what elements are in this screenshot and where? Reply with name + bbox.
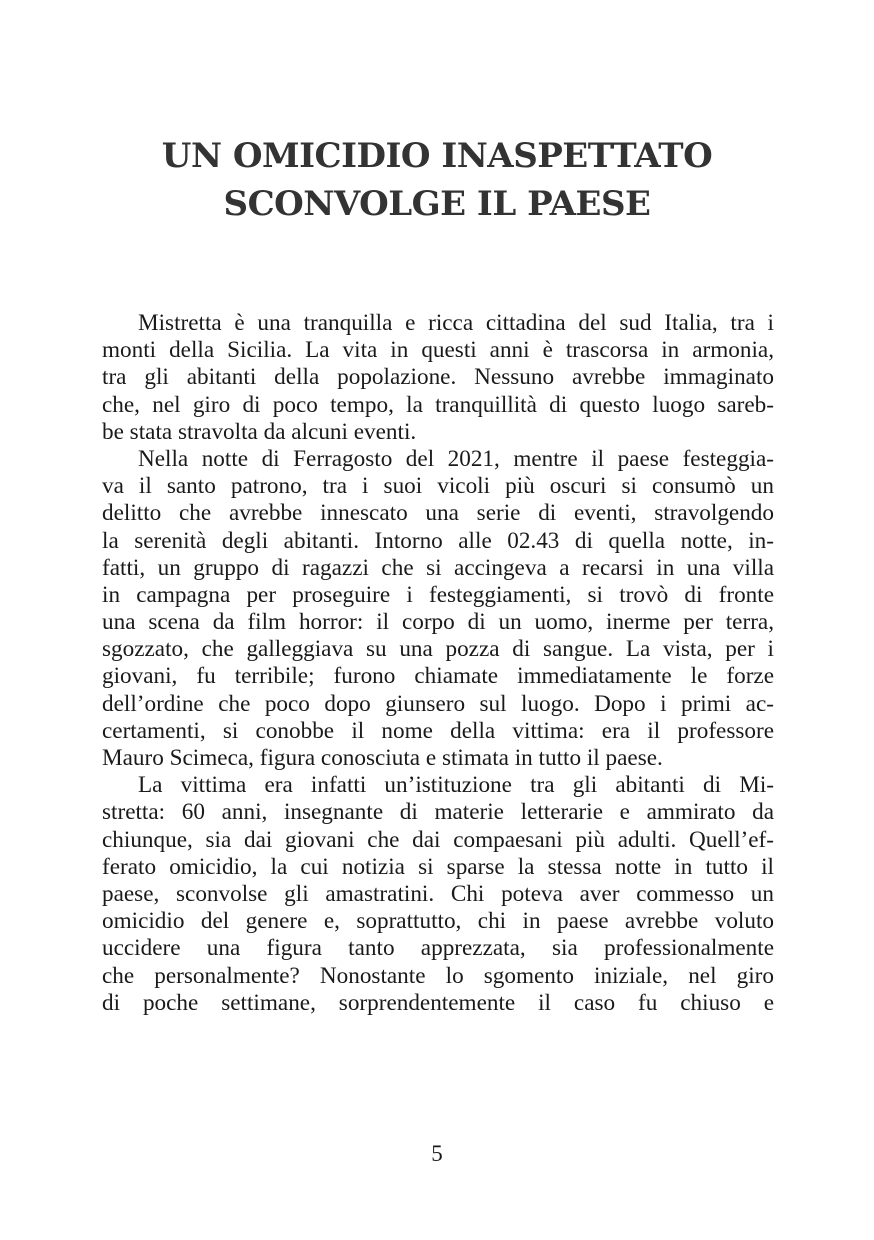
text-line: giovani, fu terribile; furono chiamate immediatamente le forze — [102, 663, 774, 690]
text-line: omicidio del genere e, soprattutto, chi in paese avrebbe voluto — [102, 908, 774, 935]
text-line: chiunque, sia dai giovani che dai compaesani più adulti. Quell’ef- — [102, 826, 774, 853]
text-line: tra gli abitanti della popolazione. Nessuno avrebbe immaginato — [102, 364, 774, 391]
text-line: ferato omicidio, la cui notizia si sparse la stessa notte in tutto il — [102, 853, 774, 880]
text-line: va il santo patrono, tra i suoi vicoli più oscuri si consumò un — [102, 473, 774, 500]
text-line: paese, sconvolse gli amastratini. Chi poteva aver commesso un — [102, 880, 774, 907]
text-line: la serenità degli abitanti. Intorno alle 02.43 di quella notte, in- — [102, 527, 774, 554]
paragraph-2 — [102, 446, 774, 772]
chapter-title-line-1: UN OMICIDIO INASPETTATO — [161, 136, 713, 176]
text-line: Nella notte di Ferragosto del 2021, mentre il paese festeggia- — [138, 445, 774, 472]
text-line: che personalmente? Nonostante lo sgomento iniziale, nel giro — [102, 962, 774, 989]
text-line: uccidere una figura tanto apprezzata, sia professionalmente — [102, 935, 774, 962]
page-number: 5 — [431, 1141, 443, 1166]
text-line: di poche settimane, sorprendentemente il caso fu chiuso e — [102, 989, 774, 1016]
paragraph-1 — [102, 310, 774, 446]
text-line: che, nel giro di poco tempo, la tranquillità di questo luogo sareb- — [102, 391, 774, 418]
text-line: sgozzato, che galleggiava su una pozza di sangue. La vista, per i — [102, 636, 774, 663]
text-line: certamenti, si conobbe il nome della vittima: era il professore — [102, 717, 774, 744]
text-line: be stata stravolta da alcuni eventi. — [102, 418, 417, 445]
text-line: in campagna per proseguire i festeggiamenti, si trovò di fronte — [102, 581, 774, 608]
text-line: una scena da film horror: il corpo di un uomo, inerme per terra, — [102, 609, 774, 636]
chapter-body — [102, 310, 774, 1017]
text-line: stretta: 60 anni, insegnante di materie letterarie e ammirato da — [102, 799, 774, 826]
chapter-title — [0, 132, 874, 228]
text-line: La vittima era infatti un’istituzione tra gli abitanti di Mi- — [138, 772, 774, 799]
paragraph-3 — [102, 772, 774, 1017]
text-line: Mauro Scimeca, figura conosciuta e stimata in tutto il paese. — [102, 745, 663, 771]
text-line: dell’ordine che poco dopo giunsero sul luogo. Dopo i primi ac- — [102, 690, 774, 717]
text-line: Mistretta è una tranquilla e ricca cittadina del sud Italia, tra i — [138, 310, 774, 336]
chapter-title-line-2: SCONVOLGE IL PAESE — [223, 184, 651, 224]
text-line: monti della Sicilia. La vita in questi anni è trascorsa in armonia, — [102, 337, 774, 364]
text-line: fatti, un gruppo di ragazzi che si accingeva a recarsi in una villa — [102, 554, 774, 581]
text-line: delitto che avrebbe innescato una serie di eventi, stravolgendo — [102, 500, 774, 527]
